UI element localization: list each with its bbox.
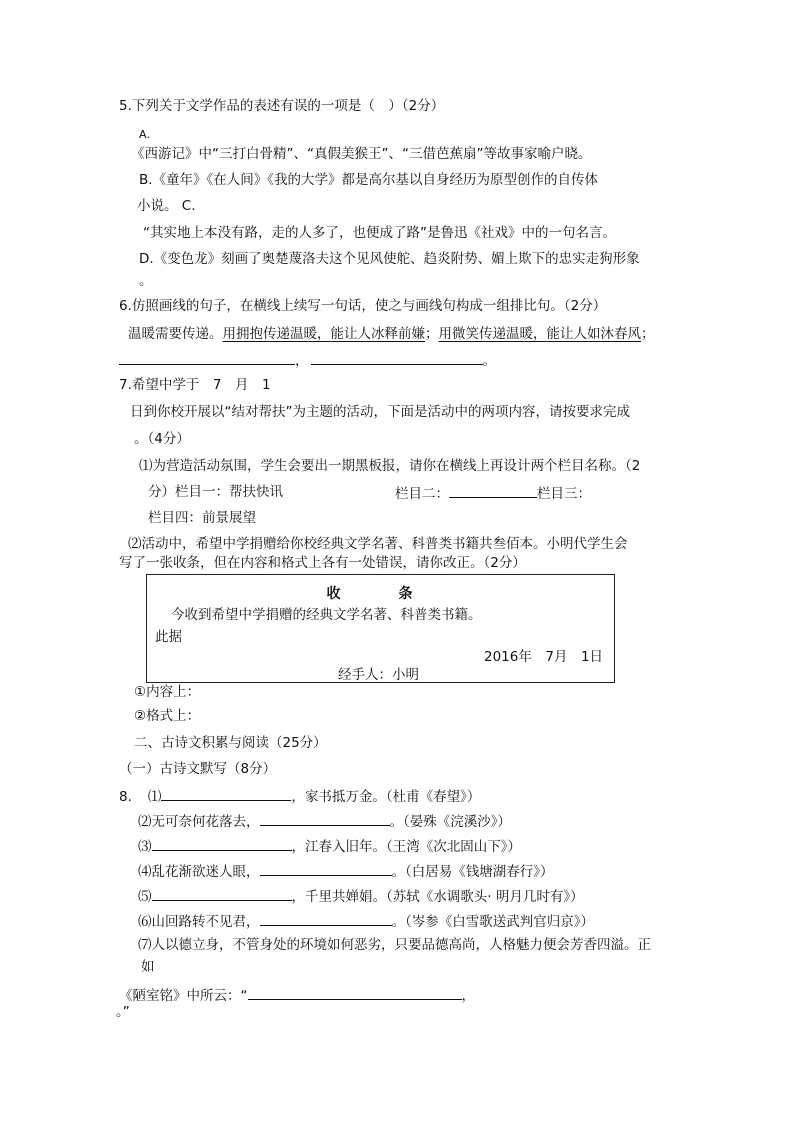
- q8-item7-line2: 如: [141, 959, 155, 975]
- q8-item4-pre: ⑷乱花渐欲迷人眼，: [138, 864, 260, 880]
- q8-item6-post: 。（岑参《白雪歌送武判官归京》）: [391, 914, 594, 930]
- q5-stem: 5.下列关于文学作品的表述有误的一项是（ ）（2分）: [119, 98, 445, 114]
- q6-underlined-2: 用微笑传递温暖，能让人如沐春风: [438, 326, 641, 342]
- q8-item4-blank[interactable]: [260, 861, 392, 876]
- q8-item4: [138, 861, 554, 881]
- q6-period: 。: [482, 353, 496, 369]
- q8-item7-blank[interactable]: [248, 985, 462, 1000]
- q8-item5-blank[interactable]: [152, 886, 292, 901]
- q8-num: 8.: [119, 789, 132, 805]
- q7-part1-column2-row: [395, 483, 591, 503]
- q8-item2-blank[interactable]: [260, 811, 390, 826]
- section2-title: 二、古诗文积累与阅读（25分）: [134, 735, 327, 751]
- q5-option-d: D.《变色龙》刻画了奥楚蔑洛夫这个见风使舵、趋炎附势、媚上欺下的忠实走狗形象: [139, 251, 640, 267]
- q5-option-a-label: A.: [139, 128, 150, 141]
- q8-item2-pre: ⑵无可奈何花落去，: [138, 814, 260, 830]
- q6-blank-1[interactable]: [119, 350, 295, 365]
- receipt-date: 2016年 7月 1日: [484, 649, 604, 665]
- q8-item2-post: 。（晏殊《浣溪沙》）: [389, 814, 511, 830]
- q7-column2-blank[interactable]: [449, 483, 537, 498]
- q5-option-d-cont: 。: [139, 273, 153, 289]
- q7-part2-line1: ⑵活动中，希望中学捐赠给你校经典文学名著、科普类书籍共叁佰本。小明代学生会: [128, 536, 628, 552]
- receipt-box: [146, 574, 615, 683]
- q8-item7-quote-pre: 《陋室铭》中所云：“: [119, 988, 248, 1004]
- q7-part2-line2: 写了一张收条，但在内容和格式上各有一处错误，请你改正。（2分）: [119, 555, 526, 571]
- q8-item7-line3: [119, 985, 475, 1005]
- q8-item7-line4: 。”: [116, 1004, 130, 1020]
- q7-stem: 7.希望中学于 7 月 1: [119, 377, 271, 393]
- q7-format-label: ②格式上：: [134, 708, 201, 724]
- q6-separator: ；: [425, 326, 439, 342]
- q5-option-b: B.《童年》《在人间》《我的大学》都是高尔基以自身经历为原型创作的自传体: [139, 172, 599, 188]
- q8-item3-post: ，江春入旧年。（王湾《次北固山下》）: [291, 839, 521, 855]
- q8-item5-pre: ⑸: [138, 889, 152, 905]
- q8-item1: [119, 786, 480, 806]
- q7-line2: 日到你校开展以“结对帮扶”为主题的活动，下面是活动中的两项内容，请按要求完成: [130, 404, 630, 420]
- q7-column3-label: 栏目三：: [537, 486, 591, 502]
- q8-item1-blank[interactable]: [161, 786, 291, 801]
- q8-item5: [138, 886, 584, 906]
- q8-item2: [138, 811, 511, 831]
- q7-part1-line1: ⑴为营造活动氛围，学生会要出一期黑板报，请你在横线上再设计两个栏目名称。（2: [139, 458, 641, 474]
- q8-item1-pre: ⑴: [147, 789, 162, 805]
- q8-item7-line1: ⑺人以德立身，不管身处的环境如何恶劣，只要品德高尚，人格魅力便会芳香四溢。正: [138, 937, 651, 953]
- section2-sub1: （一）古诗文默写（8分）: [119, 761, 277, 777]
- q6-stem: 6.仿照画线的句子，在横线上续写一句话，使之与画线句构成一组排比句。（2分）: [119, 298, 607, 314]
- q8-item6-blank[interactable]: [260, 911, 392, 926]
- q8-item3-pre: ⑶: [138, 839, 152, 855]
- q8-item3-blank[interactable]: [152, 836, 292, 851]
- q8-item5-post: ，千里共婵娟。（苏轼《水调歌头· 明月几时有》）: [291, 889, 584, 905]
- receipt-ciju: 此据: [155, 629, 182, 645]
- receipt-body: 今收到希望中学捐赠的经典文学名著、科普类书籍。: [171, 607, 482, 623]
- q6-end-mark: ；: [641, 326, 655, 342]
- q7-column2-label: 栏目二：: [395, 486, 449, 502]
- q7-content-label: ①内容上：: [134, 684, 201, 700]
- receipt-title: 收 条: [326, 586, 435, 602]
- q7-part1-column4: 栏目四：前景展望: [148, 510, 256, 526]
- q6-comma: ，: [295, 353, 309, 369]
- q6-sentence: [128, 325, 655, 343]
- q8-item4-post: 。（白居易《钱塘湖春行》）: [391, 864, 554, 880]
- q8-item6-pre: ⑹山回路转不见君，: [138, 914, 260, 930]
- q6-blank-2[interactable]: [311, 350, 483, 365]
- q5-option-a: 《西游记》中“三打白骨精”、“真假美猴王”、“三借芭蕉扇”等故事家喻户晓。: [131, 146, 592, 162]
- receipt-signer: 经手人：小明: [338, 667, 419, 683]
- q8-item1-post: ，家书抵万金。（杜甫《春望》）: [291, 789, 481, 805]
- q6-lead: 温暖需要传递。: [128, 326, 223, 342]
- q8-item7-quote-post: ，: [461, 988, 475, 1004]
- q6-underlined-1: 用拥抱传递温暖，能让人冰释前嫌: [222, 326, 425, 342]
- q8-item6: [138, 911, 594, 931]
- q5-option-b-cont: 小说。 C.: [137, 198, 196, 214]
- q8-item3: [138, 836, 521, 856]
- q7-part1-column1: 分）栏目一：帮扶快讯: [148, 484, 283, 500]
- q7-line3: 。（4分）: [134, 431, 190, 447]
- q5-option-c: “其实地上本没有路，走的人多了，也便成了路”是鲁迅《社戏》中的一句名言。: [143, 225, 616, 241]
- q6-answer-line: [119, 350, 496, 370]
